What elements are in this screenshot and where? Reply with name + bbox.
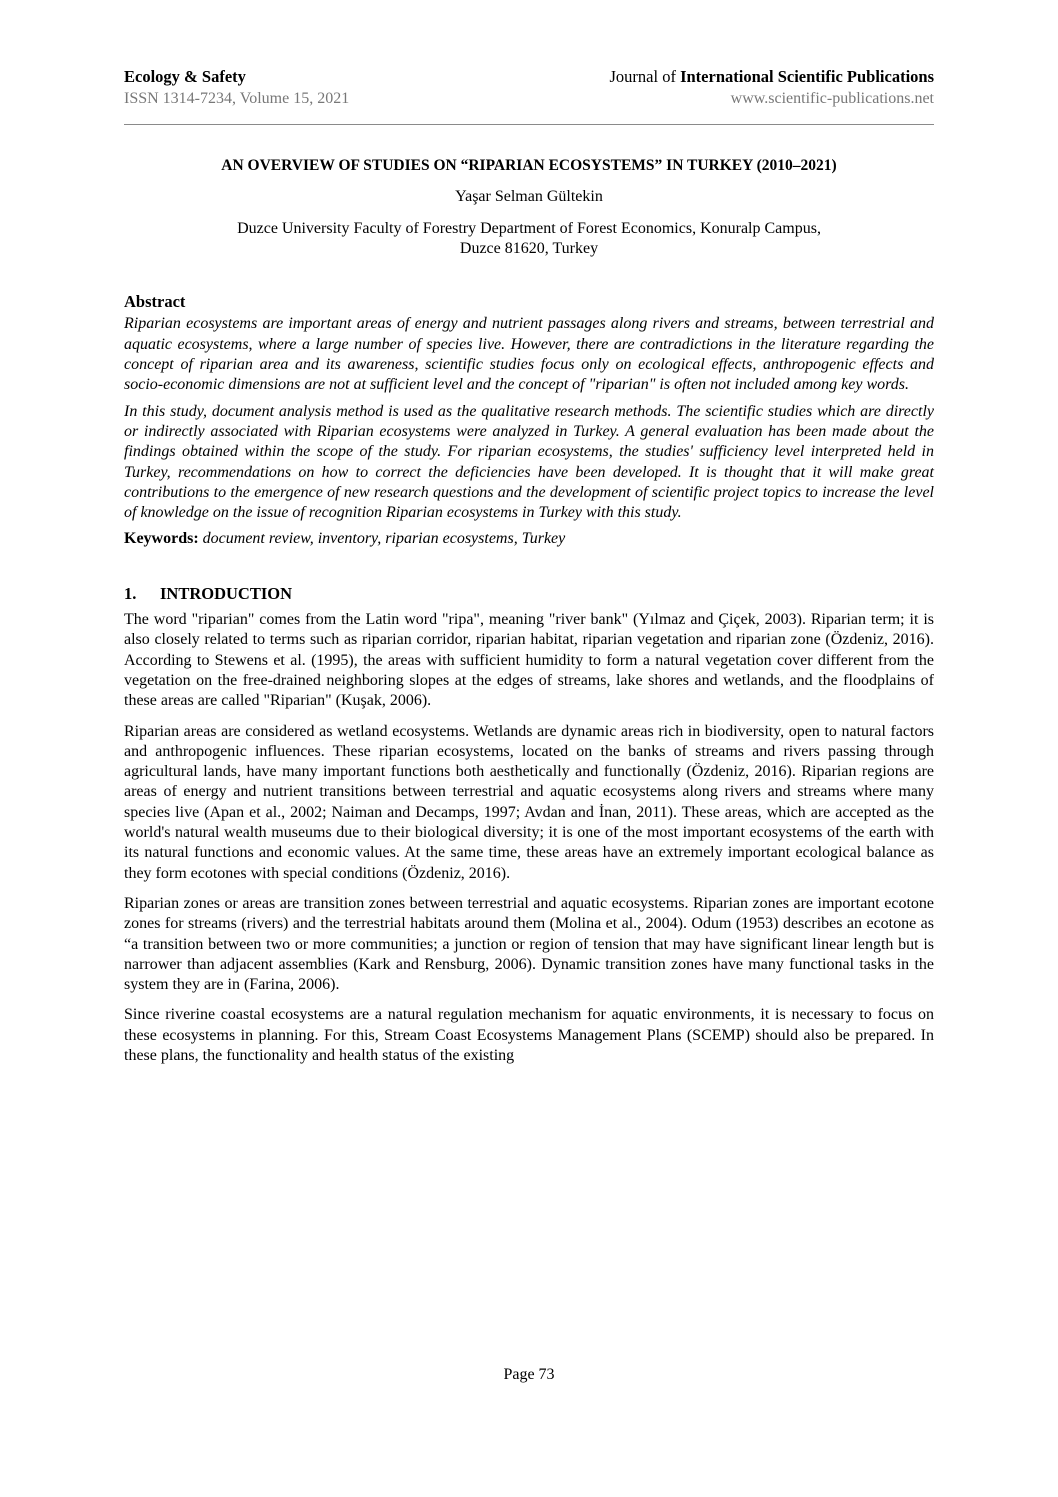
header-divider xyxy=(124,124,934,125)
paper-title: AN OVERVIEW OF STUDIES ON “RIPARIAN ECOSYSTEMS” IN TURKEY (2010–2021) xyxy=(221,157,837,174)
author-affiliation xyxy=(124,219,934,260)
page-number: Page 73 xyxy=(503,1366,555,1383)
affiliation-line: Duzce 81620, Turkey xyxy=(459,239,599,257)
journal-full-title xyxy=(610,66,935,87)
paper-body xyxy=(124,156,934,1076)
keywords-list: document review, inventory, riparian ecosystems, Turkey xyxy=(198,530,566,548)
paper-author: Yaşar Selman Gültekin xyxy=(455,188,603,206)
body-paragraph: Riparian areas are considered as wetland ecosystems. Wetlands are dynamic areas rich in biodiversity, open to natural factors and anthropogenic influences. These riparian ecosystems, located on the banks of streams and rivers passing through agricultural lands, have many important functions both aesthetically and functionally (Özdeniz, 2016). Riparian regions are areas of energy and nutrient transitions between terrestrial and aquatic ecosystems along rivers and streams where many species live (Apan et al., 2002; Naiman and Decamps, 1997; Avdan and İnan, 2011). These areas, which are accepted as the world's natural wealth museums due to their biological diversity; it is one of the most important ecosystems of the earth with its natural functions and economic values. At the same time, these areas have an extremely important ecological balance as they form ecotones with special conditions (Özdeniz, 2016). xyxy=(124,722,934,882)
body-paragraph: The word "riparian" comes from the Latin word "ripa", meaning "river bank" (Yılmaz and Çiçek, 2003). Riparian term; it is also closely related to terms such as riparian corridor, riparian habitat, riparian vegetation and riparian zone (Özdeniz, 2016). According to Stewens et al. (1995), the areas with sufficient humidity to form a natural vegetation cover different from the vegetation on the free-drained neighboring slopes at the edges of streams, lake shores and wetlands, and the floodplains of these areas are called "Riparian" (Kuşak, 2006). xyxy=(124,611,934,710)
journal-website: www.scientific-publications.net xyxy=(730,90,934,107)
header-left xyxy=(124,66,349,109)
journal-name: International Scientific Publications xyxy=(680,67,934,86)
abstract-paragraph: Riparian ecosystems are important areas of energy and nutrient passages along rivers and streams, between terrestrial and aquatic ecosystems, where a large number of species live. However, there are contradictions in the literature regarding the concept of riparian area and its awareness, scientific studies focus only on ecological effects, anthropogenic effects and socio-economic dimensions are not at sufficient level and the concept of "riparian" is often not included among key words. xyxy=(124,315,934,394)
header-right xyxy=(610,66,935,109)
issn-volume: ISSN 1314-7234, Volume 15, 2021 xyxy=(124,90,350,107)
abstract-paragraph: In this study, document analysis method is used as the qualitative research methods. The scientific studies which are directly or indirectly associated with Riparian ecosystems were analyzed in Turkey. A general evaluation has been made about the findings obtained within the scope of the study. For riparian ecosystems, the studies' sufficiency level interpreted held in Turkey, recommendations on how to correct the deficiencies have been developed. It is thought that it will make great contributions to the emergence of new research questions and the development of scientific project topics to increase the level of knowledge on the issue of recognition Riparian ecosystems in Turkey with this study. xyxy=(124,402,934,522)
section-heading-introduction xyxy=(124,584,934,604)
section-number: 1. xyxy=(124,583,137,603)
body-paragraph: Riparian zones or areas are transition zones between terrestrial and aquatic ecosystems. Riparian zones are important ecotone zones for streams (rivers) and the terrestrial habitats around them (Molina et al., 2004). Odum (1953) describes an ecotone as “a transition between two or more communities; a junction or region of tension that may have significant linear length but is narrower than adjacent assemblies (Kark and Rensburg, 2006). Dynamic transition zones have many functional tasks in the system they are in (Farina, 2006). xyxy=(124,894,934,994)
keywords xyxy=(124,529,934,549)
journal-short-title: Ecology & Safety xyxy=(124,67,246,86)
keywords-label: Keywords: xyxy=(124,530,199,548)
journal-prefix: Journal of xyxy=(609,67,681,86)
affiliation-line: Duzce University Faculty of Forestry Department of Forest Economics, Konuralp Campus, xyxy=(237,219,821,237)
section-title: INTRODUCTION xyxy=(160,583,293,603)
body-paragraph: Since riverine coastal ecosystems are a natural regulation mechanism for aquatic environments, it is necessary to focus on these ecosystems in planning. For this, Stream Coast Ecosystems Management Plans (SCEMP) should also be prepared. In these plans, the functionality and health status of the existing xyxy=(124,1006,934,1064)
abstract-heading: Abstract xyxy=(124,292,186,312)
